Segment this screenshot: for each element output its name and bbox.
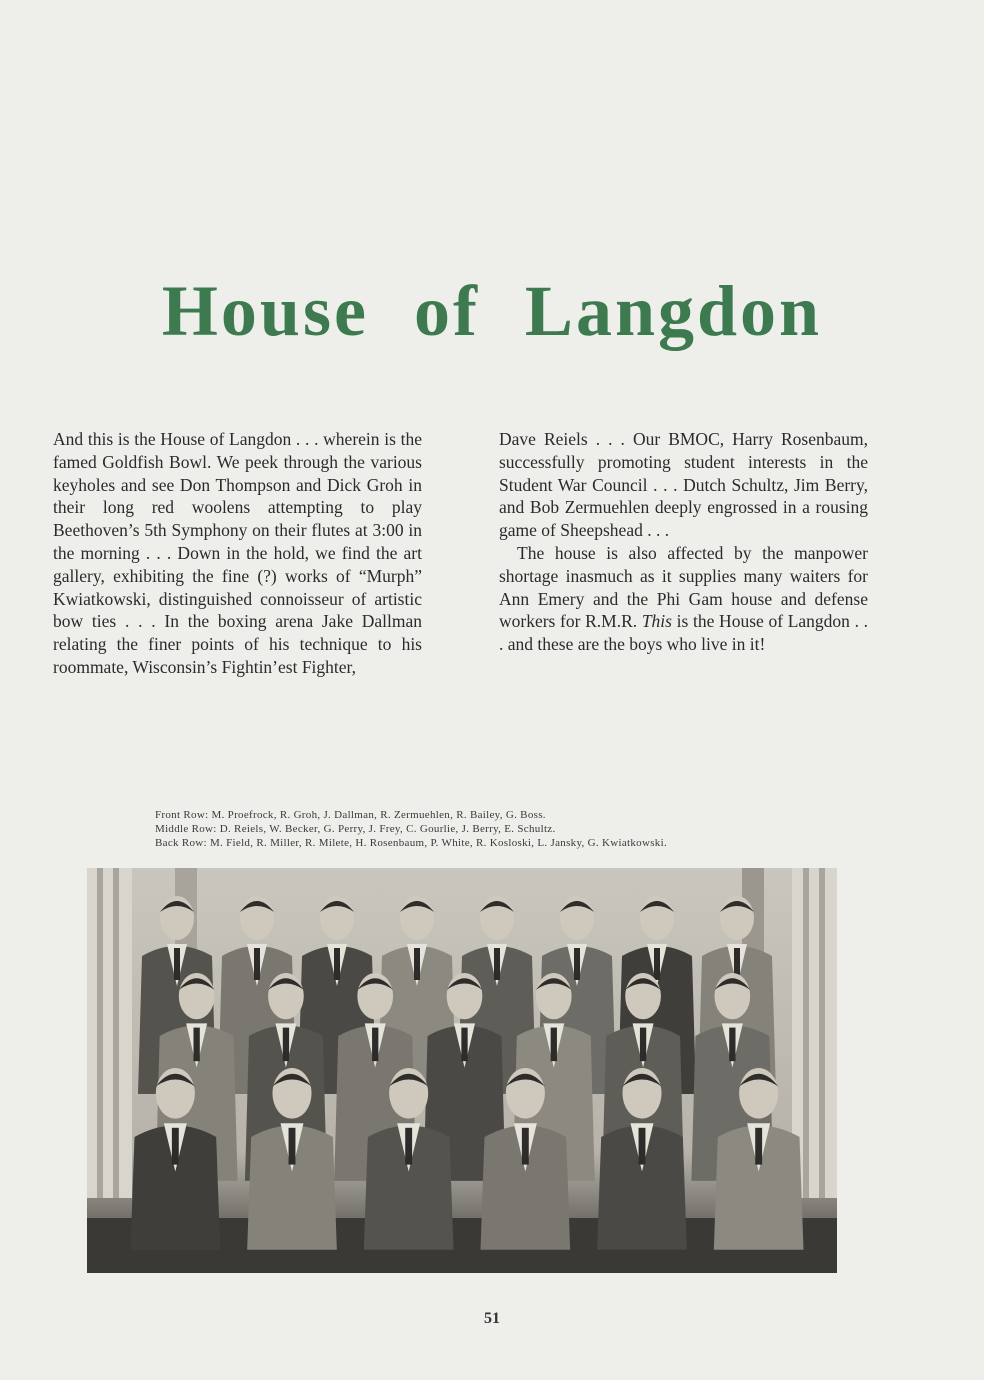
body-paragraph	[499, 542, 868, 656]
body-column-left	[53, 428, 422, 679]
group-photo-image	[87, 868, 837, 1273]
body-column-right	[499, 428, 868, 656]
caption-back-row: Back Row: M. Field, R. Miller, R. Milete, H. Rosenbaum, P. White, R. Kosloski, L. Jansky, G. Kwiatkowski.	[155, 837, 667, 849]
photo-caption	[155, 808, 667, 850]
page-number: 51	[484, 1310, 500, 1327]
body-text: The house is also affected by the manpower shortage inasmuch as it supplies many waiters for Ann Emery and the Phi Gam house and defense workers for R.M.R.	[499, 542, 868, 632]
caption-front-row: Front Row: M. Proefrock, R. Groh, J. Dallman, R. Zermuehlen, R. Bailey, G. Boss.	[155, 809, 546, 821]
group-photo	[87, 868, 837, 1273]
page-title: House of Langdon	[161, 271, 823, 352]
body-paragraph: Dave Reiels . . . Our BMOC, Harry Rosenbaum, successfully promoting student interests in the Student War Council . . . Dutch Schultz, Jim Berry, and Bob Zermuehlen deeply engrossed in a rousing game of Sheepshead . . .	[499, 429, 868, 541]
emphasis-text: This	[641, 611, 672, 632]
body-text: is the House of Langdon . . . and these are the boys who live in it!	[499, 611, 868, 655]
body-paragraph: And this is the House of Langdon . . . wherein is the famed Goldfish Bowl. We peek through the various keyholes and see Don Thompson and Dick Groh in their long red woolens attempting to play Beethoven’s 5th Symphony on their flutes at 3:00 in the morning . . . Down in the hold, we find the art gallery, exhibiting the fine (?) works of “Murph” Kwiatkowski, distinguished connoisseur of artistic bow ties . . . In the boxing arena Jake Dallman relating the finer points of his technique to his roommate, Wisconsin’s Fightin’est Fighter,	[53, 429, 422, 677]
caption-middle-row: Middle Row: D. Reiels, W. Becker, G. Perry, J. Frey, C. Gourlie, J. Berry, E. Schultz.	[155, 823, 556, 835]
